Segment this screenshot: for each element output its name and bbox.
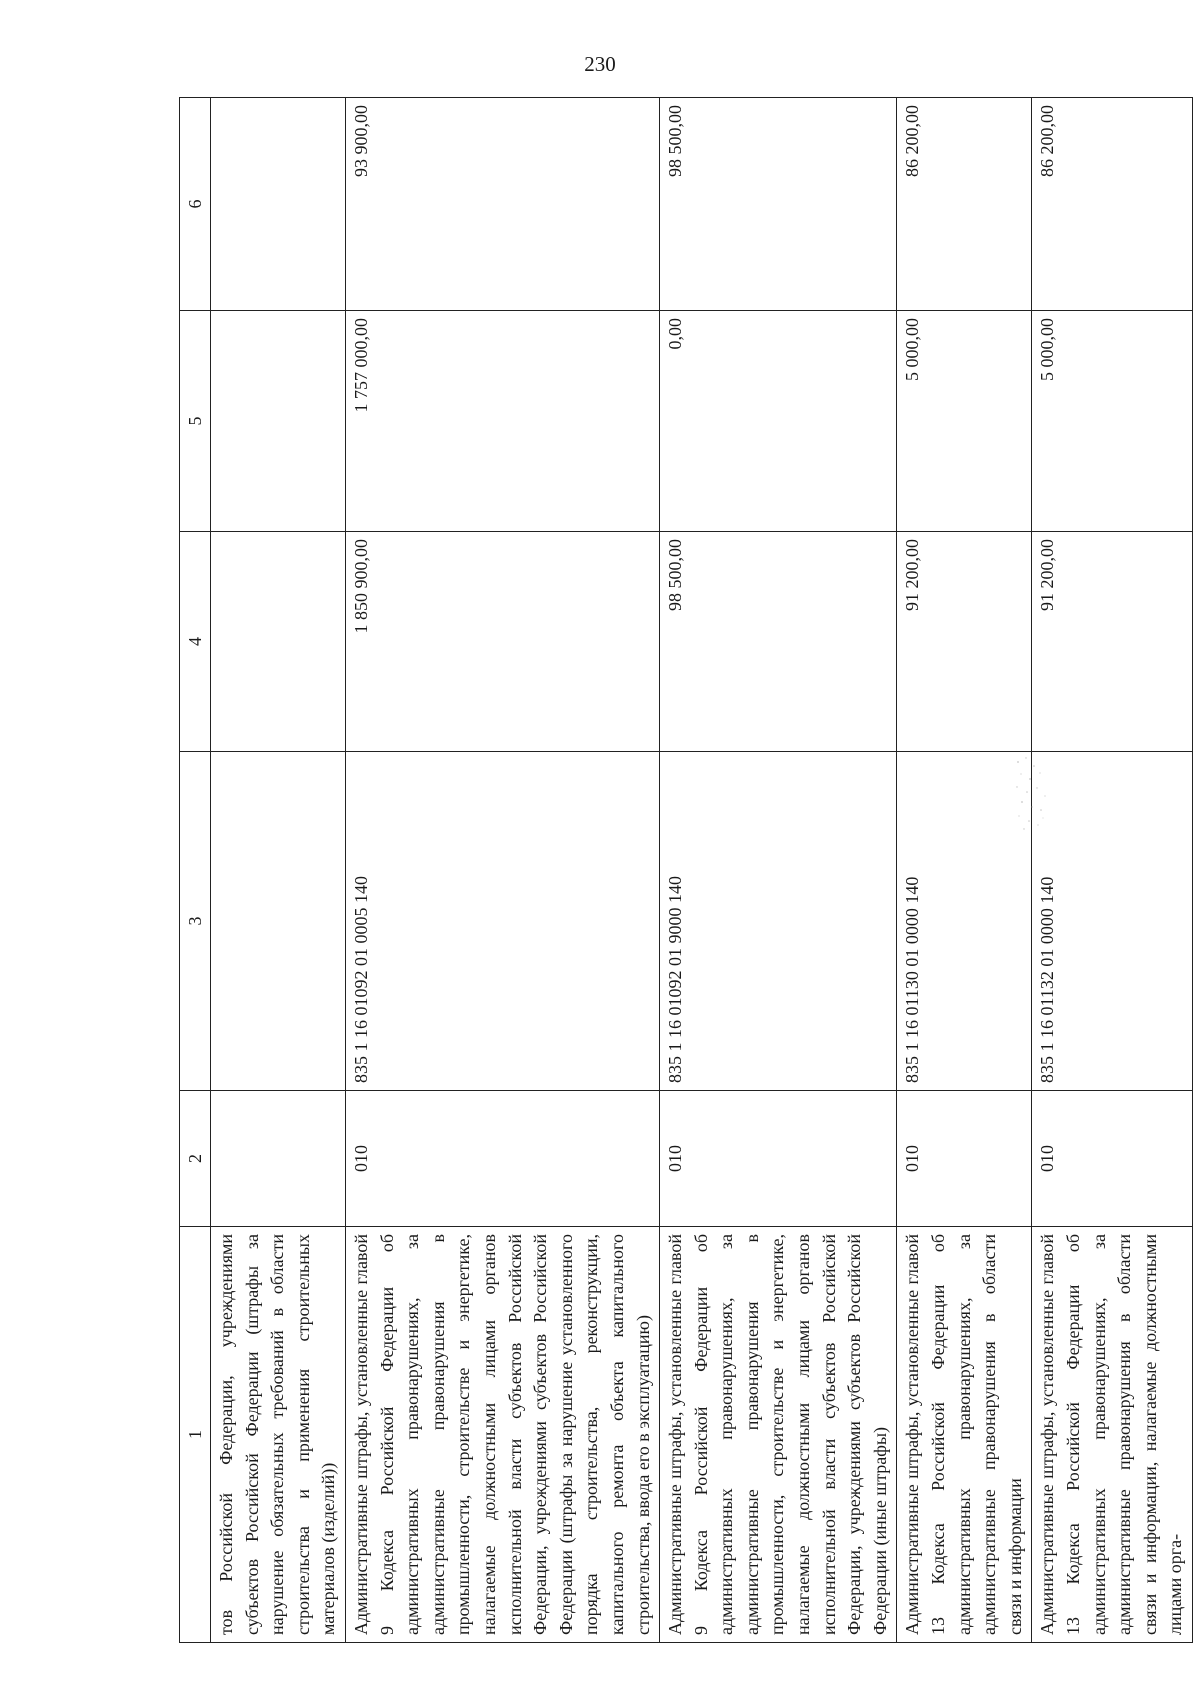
row-description: Административные штрафы, установленные главой 9 Кодекса Российской Федерации об административных правонарушениях, за административные правонарушения в промышленности, строительстве и энергетике, налагаемые должностными лицами органов исполнительной власти субъектов Российской Федерации, учреждениями субъектов Российской Федерации (штрафы за нарушение установленного порядка строительства, реконструкции, капитального ремонта объекта капитального строительства, ввода его в эксплуатацию) bbox=[345, 1227, 659, 1643]
amount-col5: 5 000,00 bbox=[1032, 311, 1193, 532]
amount-col4: 91 200,00 bbox=[897, 532, 1032, 752]
table-row bbox=[1032, 98, 1193, 1643]
amount-col5: 1 757 000,00 bbox=[345, 311, 659, 532]
amount-col4: 91 200,00 bbox=[1032, 532, 1193, 752]
table-header-row bbox=[180, 98, 211, 1643]
budget-classification-code: 835 1 16 01092 01 0005 140 bbox=[345, 752, 659, 1091]
rotated-table bbox=[179, 98, 1186, 1643]
table-row bbox=[897, 98, 1032, 1643]
table-row bbox=[211, 98, 346, 1643]
budget-classification-code: 835 1 16 01132 01 0000 140 bbox=[1032, 752, 1193, 1091]
row-code: 010 bbox=[1032, 1091, 1193, 1227]
amount-col6: 86 200,00 bbox=[1032, 98, 1193, 311]
row-description: Административные штрафы, установленные главой 13 Кодекса Российской Федерации об административных правонарушениях, за административные правонарушения в области связи и информации, налагаемые должностными лицами орга- bbox=[1032, 1227, 1193, 1643]
revenue-table bbox=[179, 97, 1193, 1643]
table-row bbox=[660, 98, 897, 1643]
amount-col6 bbox=[211, 98, 346, 311]
column-header: 1 bbox=[180, 1227, 211, 1643]
column-header: 4 bbox=[180, 532, 211, 752]
amount-col6: 93 900,00 bbox=[345, 98, 659, 311]
column-header: 2 bbox=[180, 1091, 211, 1227]
column-header: 6 bbox=[180, 98, 211, 311]
scan-speckle bbox=[1012, 752, 1052, 834]
row-description: Административные штрафы, установленные главой 9 Кодекса Российской Федерации об административных правонарушениях, за административные правонарушения в промышленности, строительстве и энергетике, налагаемые должностными лицами органов исполнительной власти субъектов Российской Федерации, учреждениями субъектов Российской Федерации (иные штрафы) bbox=[660, 1227, 897, 1643]
amount-col5: 0,00 bbox=[660, 311, 897, 532]
column-header: 3 bbox=[180, 752, 211, 1091]
amount-col4: 1 850 900,00 bbox=[345, 532, 659, 752]
table-row bbox=[345, 98, 659, 1643]
page-number: 230 bbox=[584, 52, 616, 76]
row-description: тов Российской Федерации, учреждениями субъектов Российской Федерации (штрафы за нарушение обязательных требований в области строительства и применения строительных материалов (изделий)) bbox=[211, 1227, 346, 1643]
amount-col4: 98 500,00 bbox=[660, 532, 897, 752]
row-code: 010 bbox=[660, 1091, 897, 1227]
amount-col6: 98 500,00 bbox=[660, 98, 897, 311]
amount-col4 bbox=[211, 532, 346, 752]
budget-classification-code: 835 1 16 01130 01 0000 140 bbox=[897, 752, 1032, 1091]
budget-classification-code: 835 1 16 01092 01 9000 140 bbox=[660, 752, 897, 1091]
row-code: 010 bbox=[897, 1091, 1032, 1227]
column-header: 5 bbox=[180, 311, 211, 532]
rotated-table-frame bbox=[179, 98, 1186, 1643]
amount-col5: 5 000,00 bbox=[897, 311, 1032, 532]
row-code: 010 bbox=[345, 1091, 659, 1227]
budget-classification-code bbox=[211, 752, 346, 1091]
row-code bbox=[211, 1091, 346, 1227]
amount-col5 bbox=[211, 311, 346, 532]
amount-col6: 86 200,00 bbox=[897, 98, 1032, 311]
row-description: Административные штрафы, установленные главой 13 Кодекса Российской Федерации об административных правонарушениях, за административные правонарушения в области связи и информации bbox=[897, 1227, 1032, 1643]
